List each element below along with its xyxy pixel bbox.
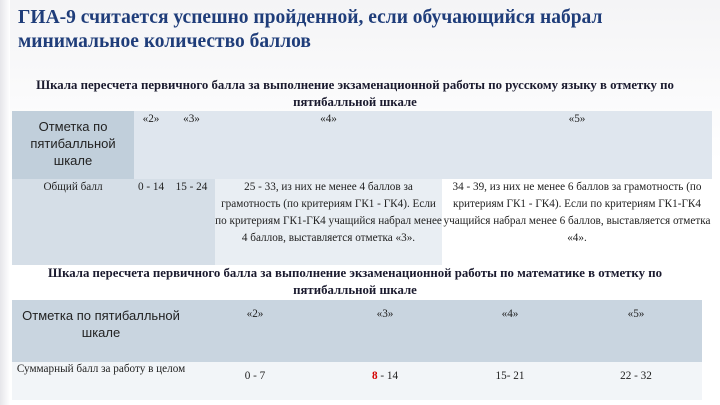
table-row: [12, 362, 702, 400]
russian-grade-table: [12, 111, 712, 265]
row-label-cell: Общий балл: [12, 179, 134, 265]
grade-3-value: [320, 362, 450, 400]
grade-5-value: 22 - 32: [570, 362, 702, 400]
grade-3-header: «3»: [320, 300, 450, 362]
math-scale-caption: Шкала пересчета первичного балла за выполнение экзаменационной работы по математике в отметку по пятибалльной шкале: [48, 266, 662, 297]
table-row: [12, 179, 712, 265]
page-title: ГИА-9 считается успешно пройденной, если обучающийся набрал минимальное количество баллов: [18, 7, 603, 52]
russian-scale-caption: Шкала пересчета первичного балла за выполнение экзаменационной работы по русскому языку в отметку по пятибалльной шкале: [36, 78, 674, 109]
header-label-cell: Отметка по пятибалльной шкале: [12, 300, 190, 362]
math-grade-table: [12, 300, 702, 400]
grade-2-header: «2»: [190, 300, 320, 362]
grade-2-header: «2»: [134, 111, 168, 179]
grade-4-value: 25 - 33, из них не менее 4 баллов за грамотность (по критериям ГК1 - ГК4). Если по критериям ГК1-ГК4 учащийся набрал менее 4 баллов, выставляется отметка «3».: [215, 179, 442, 265]
grade-3-header: «3»: [168, 111, 215, 179]
row-label-cell: Суммарный балл за работу в целом: [12, 362, 190, 400]
table-header-row: [12, 111, 712, 179]
grade-3-value: 15 - 24: [168, 179, 215, 265]
threshold-highlight: 8: [371, 370, 378, 382]
grade-4-header: «4»: [215, 111, 442, 179]
grade-4-header: «4»: [450, 300, 570, 362]
grade-2-value: 0 - 7: [190, 362, 320, 400]
grade-5-header: «5»: [570, 300, 702, 362]
grade-5-header: «5»: [442, 111, 712, 179]
grade-4-value: 15- 21: [450, 362, 570, 400]
header-label-cell: Отметка по пятибалльной шкале: [12, 111, 134, 179]
grade-5-value: 34 - 39, из них не менее 6 баллов за грамотность (по критериям ГК1 - ГК4). Если по критериям ГК1-ГК4 учащийся набрал менее 6 баллов, выставляется отметка «4».: [442, 179, 712, 265]
table-header-row: [12, 300, 702, 362]
grade-2-value: 0 - 14: [134, 179, 168, 265]
grade-3-value-rest: - 14: [380, 370, 399, 382]
